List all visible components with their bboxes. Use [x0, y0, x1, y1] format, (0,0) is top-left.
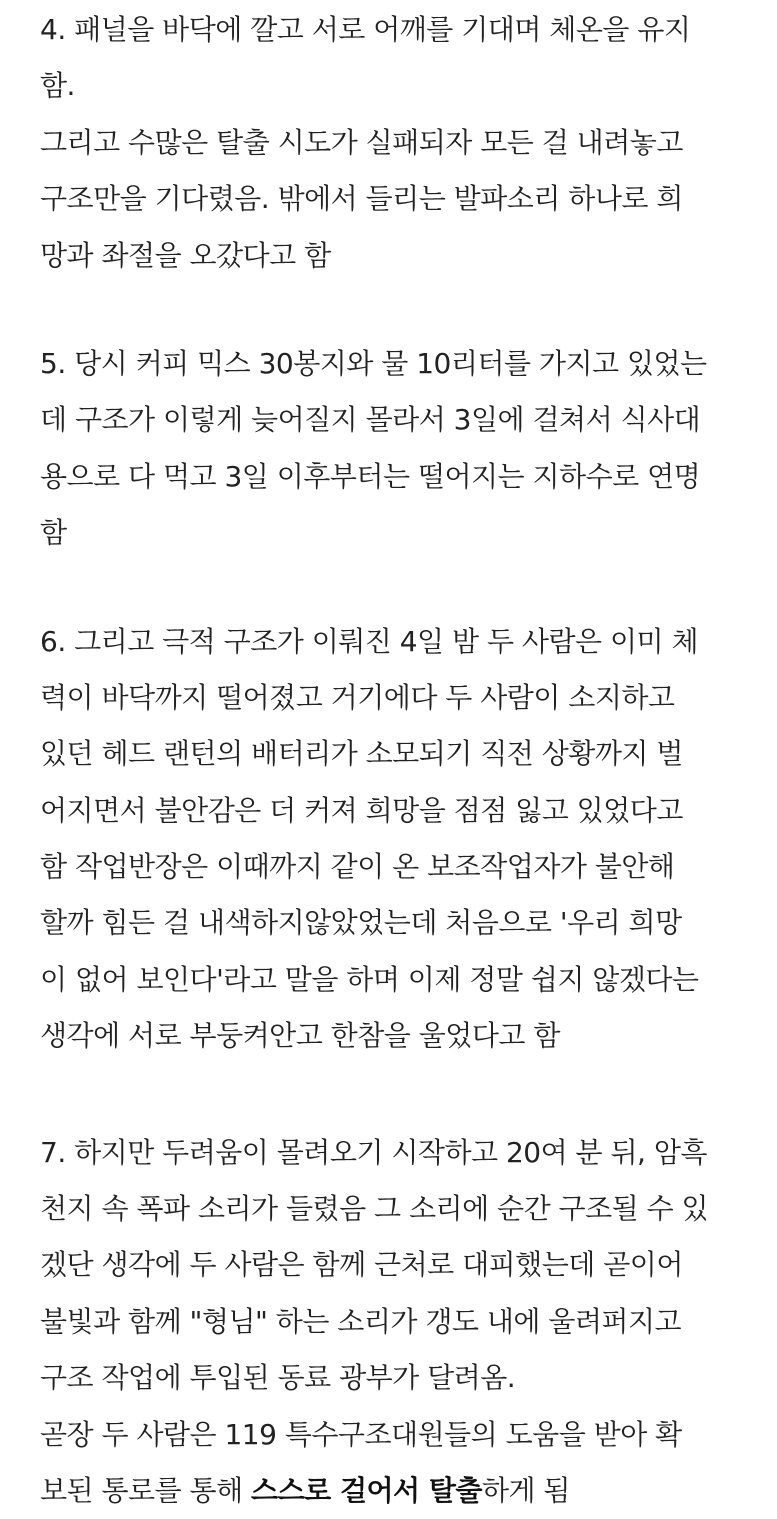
text-line: 곧장 두 사람은 119 특수구조대원들의 도움을 받아 확 [40, 1417, 682, 1451]
text-line: 있던 헤드 랜턴의 배터리가 소모되기 직전 상황까지 벌 [40, 737, 683, 771]
text-line: 함. [40, 69, 75, 103]
text-line: 구조 작업에 투입된 동료 광부가 달려옴. [40, 1361, 516, 1395]
paragraph-spacer [40, 284, 740, 336]
text-line: 용으로 다 먹고 3일 이후부터는 떨어지는 지하수로 연명 [40, 459, 701, 493]
text-line: 력이 바닥까지 떨어졌고 거기에다 두 사람이 소지하고 [40, 680, 675, 714]
text-line: 함 [40, 516, 67, 550]
article-body [40, 2, 740, 1519]
text-segment: 하게 됨 [481, 1473, 570, 1507]
text-line: 어지면서 불안감은 더 커져 희망을 점점 잃고 있었다고 [40, 793, 683, 827]
paragraph-7 [40, 1125, 740, 1519]
text-line: 구조만을 기다렸음. 밖에서 들리는 발파소리 하나로 희 [40, 182, 683, 216]
text-line: 6. 그리고 극적 구조가 이뤄진 4일 밤 두 사람은 이미 체 [40, 624, 698, 658]
paragraph-4 [40, 2, 740, 284]
text-line: 5. 당시 커피 믹스 30봉지와 물 10리터를 가지고 있었는 [40, 346, 707, 380]
paragraph-6 [40, 614, 740, 1065]
text-line: 망과 좌절을 오갔다고 함 [40, 238, 331, 272]
text-line: 7. 하지만 두려움이 몰려오기 시작하고 20여 분 뒤, 암흑 [40, 1135, 707, 1169]
text-line: 데 구조가 이렇게 늦어질지 몰라서 3일에 걸쳐서 식사대 [40, 403, 701, 437]
text-line: 함 작업반장은 이때까지 같이 온 보조작업자가 불안해 [40, 850, 675, 884]
text-line: 생각에 서로 부둥켜안고 한참을 울었다고 함 [40, 1019, 560, 1053]
text-line: 4. 패널을 바닥에 깔고 서로 어깨를 기대며 체온을 유지 [40, 13, 691, 46]
bold-emphasis: 스스로 걸어서 탈출 [251, 1473, 482, 1507]
text-line: 할까 힘든 걸 내색하지않았었는데 처음으로 '우리 희망 [40, 906, 682, 940]
text-segment: 보된 통로를 통해 [40, 1473, 252, 1507]
paragraph-spacer [40, 1065, 740, 1125]
text-line: 천지 속 폭파 소리가 들렸음 그 소리에 순간 구조될 수 있 [40, 1192, 709, 1226]
paragraph-spacer [40, 562, 740, 614]
paragraph-5 [40, 336, 740, 562]
text-line-final [40, 1463, 740, 1519]
text-line: 그리고 수많은 탈출 시도가 실패되자 모든 걸 내려놓고 [40, 125, 683, 159]
text-line: 이 없어 보인다'라고 말을 하며 이제 정말 쉽지 않겠다는 [40, 962, 699, 996]
text-line: 불빛과 함께 "형님" 하는 소리가 갱도 내에 울려퍼지고 [40, 1304, 682, 1338]
text-line: 겠단 생각에 두 사람은 함께 근처로 대피했는데 곧이어 [40, 1248, 683, 1282]
